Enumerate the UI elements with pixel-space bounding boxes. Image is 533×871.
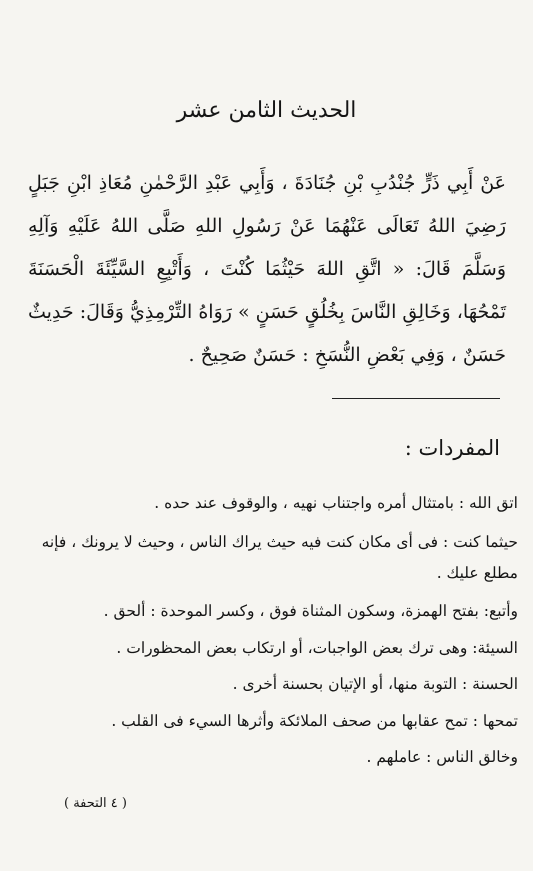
vocab-heading: المفردات : bbox=[404, 436, 500, 460]
vocab-item: الحسنة : التوبة منها، أو الإتيان بحسنة أخرى . bbox=[232, 675, 518, 693]
vocab-item: حيثما كنت : فى أى مكان كنت فيه حيث يراك الناس ، وحيث لا يرونك ، فإنه مطلع عليك . bbox=[41, 532, 518, 582]
vocab-item: تمحها : تمح عقابها من صحف الملائكة وأثرها السيء فى القلب . bbox=[111, 711, 518, 730]
vocab-item: اتق الله : بامتثال أمره واجتناب نهيه ، والوقوف عند حده . bbox=[154, 494, 518, 512]
signature-mark: ( ٤ التحفة ) bbox=[64, 796, 127, 811]
vocab-item: السيئة: وهى ترك بعض الواجبات، أو ارتكاب بعض المحظورات . bbox=[116, 638, 518, 657]
hadith-text: عَنْ أَبِي ذَرٍّ جُنْدُبِ بْنِ جُنَادَةَ ، وَأَبِي عَبْدِ الرَّحْمٰنِ مُعَاذِ ابْنِ جَبَلٍ رَضِيَ اللهُ تَعَالَى عَنْهُمَا عَنْ رَسُولِ اللهِ صَلَّى اللهُ عَلَيْهِ وَآلِهِ وَسَلَّمَ قَالَ: « اتَّقِ اللهَ حَيْثُمَا كُنْتَ ، وَأَتْبِعِ السَّيِّئَةَ الْحَسَنَةَ تَمْحُهَا، وَخَالِقِ النَّاسَ بِخُلُقٍ حَسَنٍ » رَوَاهُ التِّرْمِذِيُّ وَقَالَ: حَدِيثٌ حَسَنٌ ، وَفِي بَعْضِ النُّسَخِ : حَسَنٌ صَحِيحٌ . bbox=[28, 172, 506, 366]
vocab-list bbox=[20, 490, 518, 781]
page-title: الحديث الثامن عشر bbox=[176, 98, 357, 123]
section-divider bbox=[332, 398, 500, 399]
vocab-item: وأتبع: بفتح الهمزة، وسكون المثناة فوق ، وكسر الموحدة : ألحق . bbox=[103, 602, 518, 620]
vocab-item: وخالق الناس : عاملهم . bbox=[366, 748, 518, 766]
